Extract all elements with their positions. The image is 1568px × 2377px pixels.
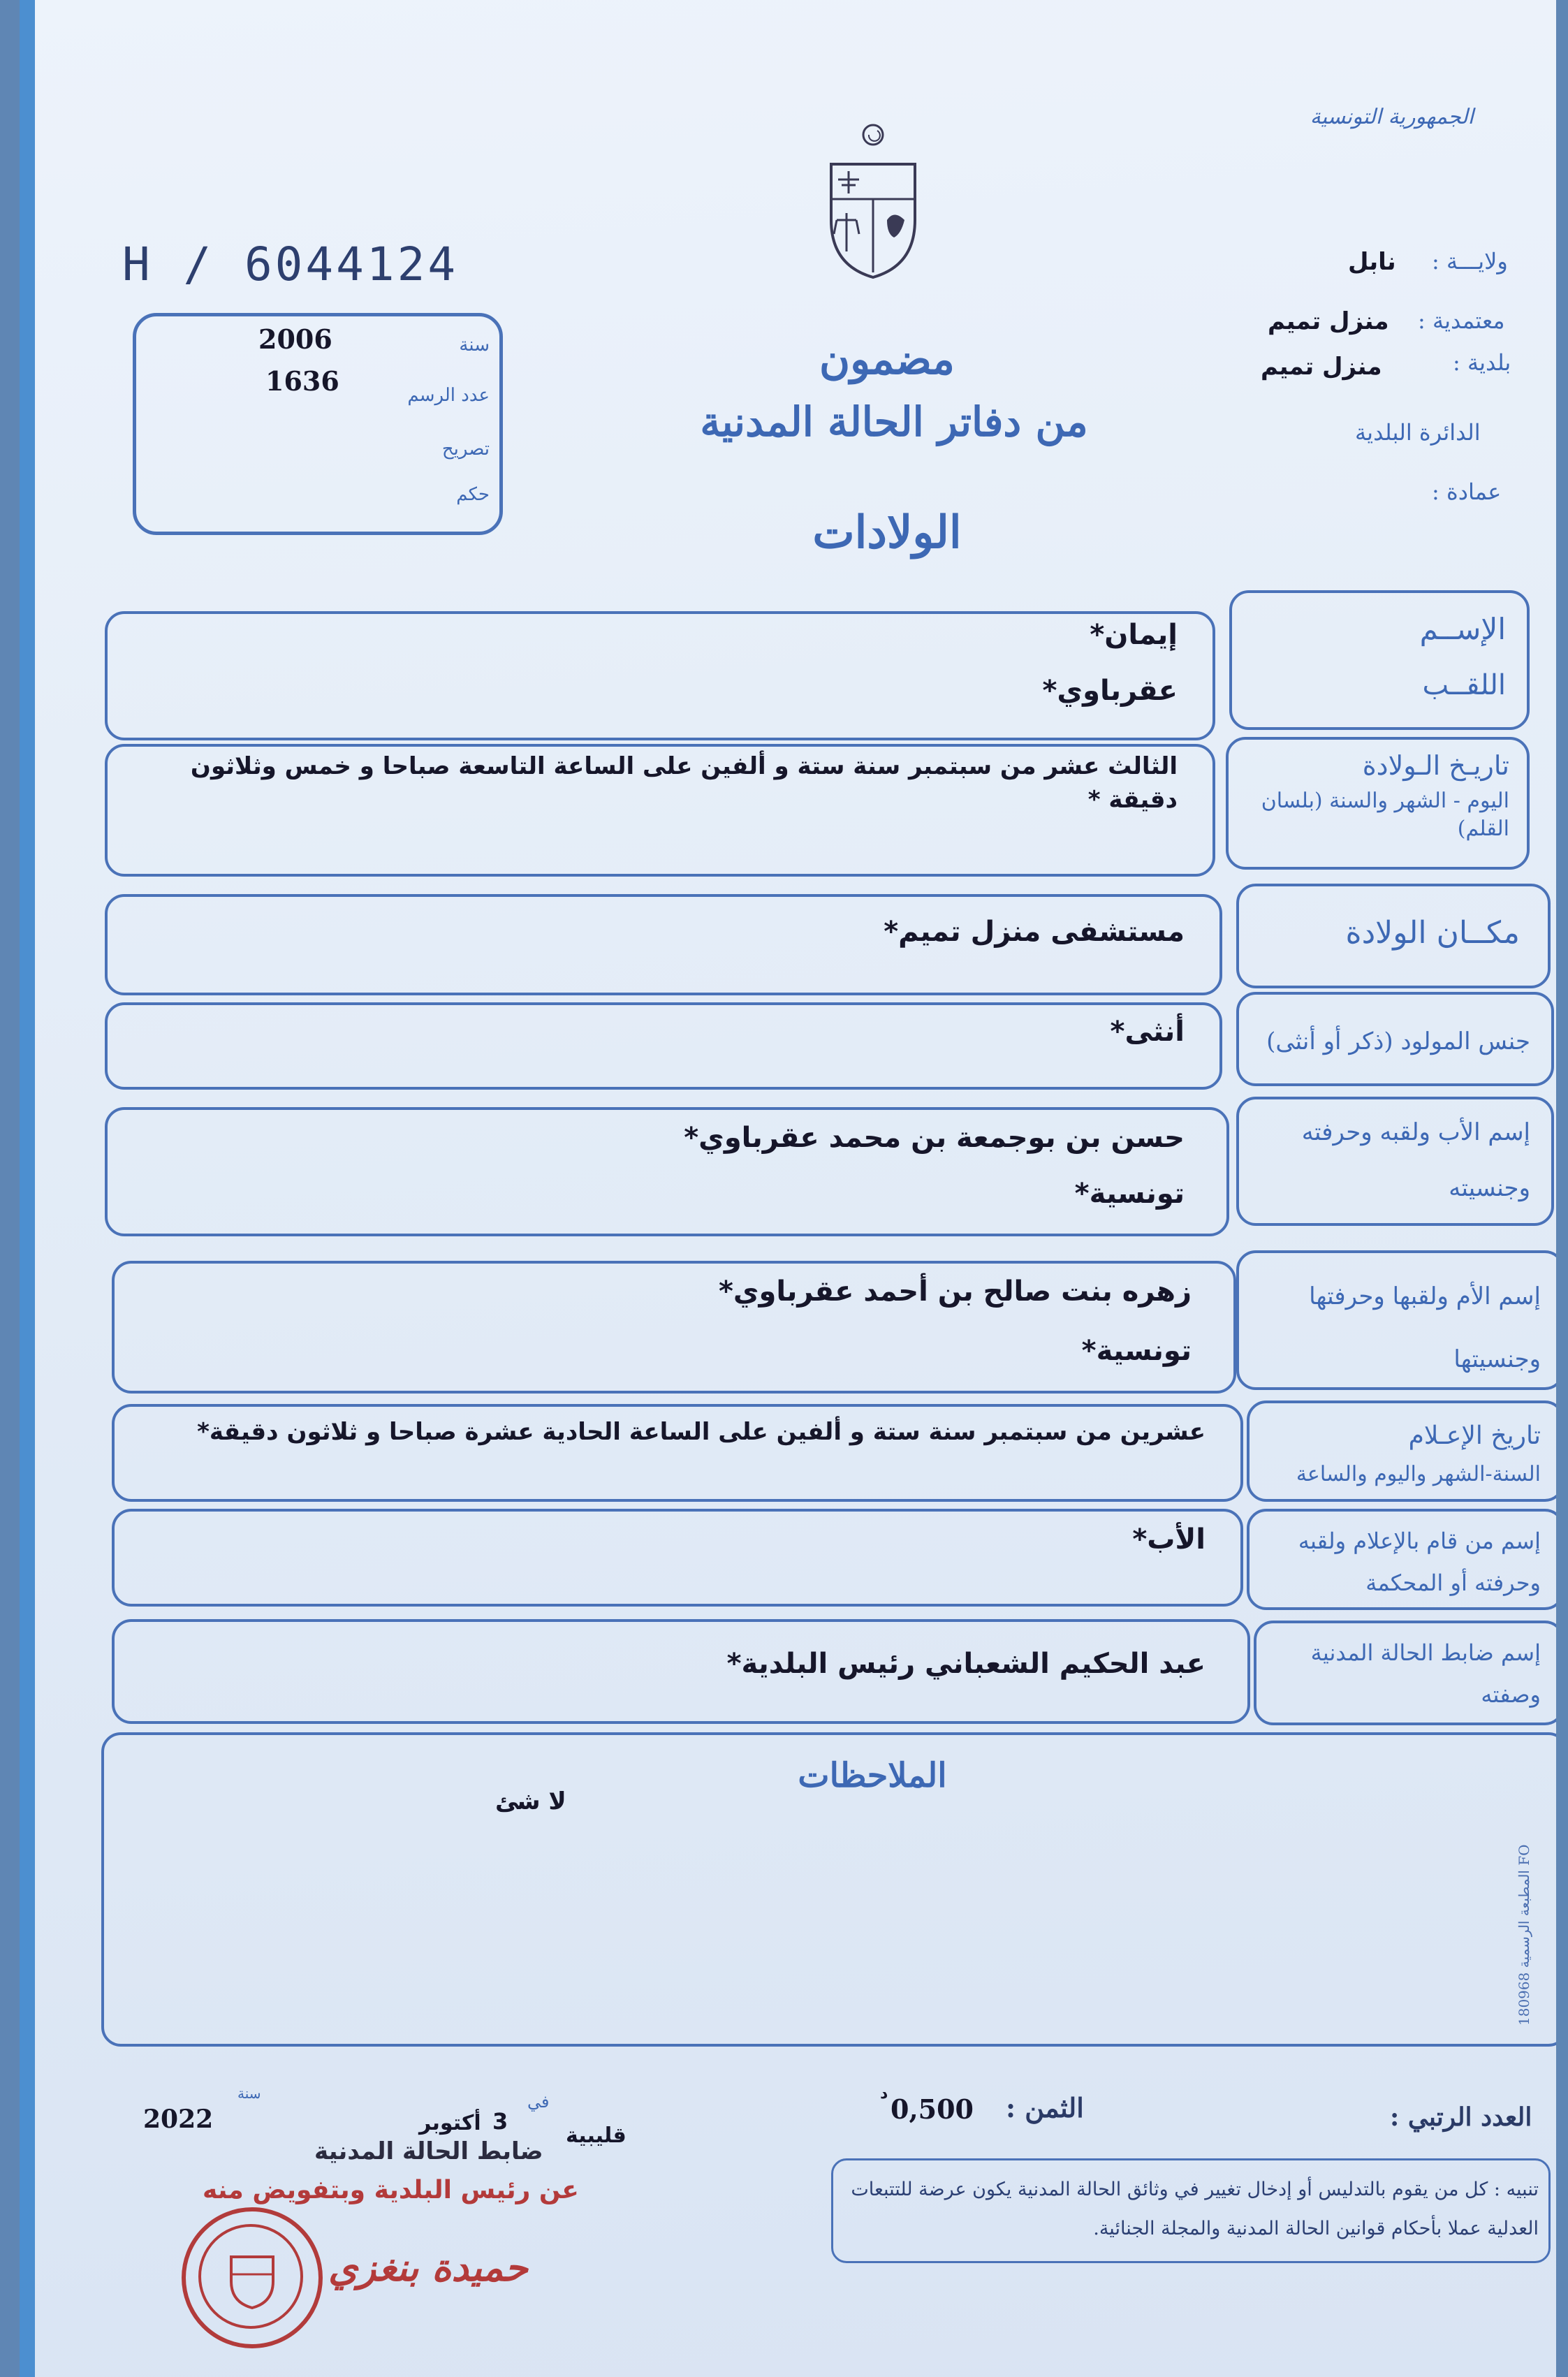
wilaya-value: نابل <box>1348 248 1396 276</box>
year-label: سنة <box>459 335 490 356</box>
row-declarant-value-box <box>112 1509 1243 1607</box>
remarks-title: الملاحظات <box>798 1756 947 1795</box>
price-value: 0,500 <box>891 2093 974 2125</box>
warning-text: تنبيه : كل من يقوم بالتدليس أو إدخال تغيير في وثائق الحالة المدنية يكون عرضة للتتبعات العدلية عملا بأحكام قوانين الحالة المدنية والمجلة الجنائية. <box>851 2179 1539 2239</box>
label-declarant: إسم من قام بالإعلام ولقبه <box>1298 1528 1541 1554</box>
year-value: 2006 <box>258 323 332 355</box>
value-father: حسن بن بوجمعة بن محمد عقرباوي* <box>684 1122 1185 1154</box>
value-name: إيمان* <box>1090 619 1178 651</box>
printer-mark: المطبعة الرسمية 180968 FO <box>1516 1844 1532 2026</box>
year-small-label: سنة <box>237 2085 261 2102</box>
row-mother-label-box <box>1236 1250 1556 1390</box>
label-mother: إسم الأم ولقبها وحرفتها <box>1309 1282 1541 1310</box>
imada-label: عمادة : <box>1432 478 1502 505</box>
republic-heading: الجمهورية التونسية <box>1310 105 1474 129</box>
ordinal-label: العدد الرتبي : <box>1390 2102 1532 2132</box>
row-sex-label-box <box>1236 992 1554 1086</box>
label-birth-place: مكــان الولادة <box>1345 915 1520 951</box>
label-surname: اللقــب <box>1422 669 1506 701</box>
row-name-value-box <box>105 611 1215 740</box>
row-officer-value-box <box>112 1619 1250 1724</box>
row-birthplace-value-box <box>105 894 1222 995</box>
remarks-box <box>101 1732 1556 2047</box>
value-declarant: الأب* <box>1132 1523 1206 1556</box>
row-birthplace-label-box <box>1236 884 1551 988</box>
mutamadiya-label: معتمدية : <box>1418 307 1505 334</box>
row-declaration-date-label-box <box>1247 1400 1556 1502</box>
value-surname: عقرباوي* <box>1042 675 1178 707</box>
registry-box <box>133 313 503 535</box>
document-title-bottom: من دفاتر الحالة المدنية <box>700 398 1088 446</box>
price-label: الثمن : <box>1006 2092 1084 2123</box>
row-birthdate-label-box <box>1226 737 1530 870</box>
record-number-label: عدد الرسم <box>407 385 490 406</box>
signature-name: حميدة بنغزي <box>328 2246 528 2290</box>
delegation-stamp: عن رئيس البلدية وبتفويض منه <box>203 2176 579 2204</box>
label-birth-date-detail: اليوم - الشهر والسنة (بلسان القلم) <box>1261 789 1509 841</box>
label-birth-date: تاريـخ الـولادة <box>1362 750 1509 781</box>
row-declaration-date-value-box <box>112 1404 1243 1502</box>
official-seal-icon <box>182 2207 323 2348</box>
row-sex-value-box <box>105 1002 1222 1090</box>
value-mother-nationality: تونسية* <box>1081 1335 1192 1367</box>
label-father-nationality: وجنسيته <box>1449 1174 1530 1202</box>
officer-title-stamp: ضابط الحالة المدنية <box>314 2137 543 2165</box>
price-unit: د <box>880 2085 888 2102</box>
label-declaration-date: تاريخ الإعـلام <box>1408 1421 1541 1450</box>
row-name-label-box <box>1229 590 1530 730</box>
declaration-label: تصريح <box>441 439 490 460</box>
label-mother-nationality: وجنسيتها <box>1453 1345 1541 1373</box>
serial-number: H / 6044124 <box>122 237 459 291</box>
mutamadiya-value: منزل تميم <box>1268 307 1389 335</box>
row-father-value-box <box>105 1107 1229 1236</box>
value-father-nationality: تونسية* <box>1074 1178 1185 1210</box>
issue-year: 2022 <box>143 2105 214 2134</box>
judgment-label: حكم <box>456 484 490 505</box>
issue-day: 3 <box>492 2108 508 2135</box>
label-name: الإســم <box>1419 612 1506 646</box>
record-number-value: 1636 <box>265 365 339 397</box>
label-declarant-detail: وحرفته أو المحكمة <box>1365 1570 1541 1596</box>
warning-box <box>831 2158 1551 2263</box>
daira-label: الدائرة البلدية <box>1355 419 1481 446</box>
row-officer-label-box <box>1254 1621 1556 1725</box>
label-officer: إسم ضابط الحالة المدنية <box>1310 1639 1541 1666</box>
value-birth-place: مستشفى منزل تميم* <box>884 916 1185 948</box>
baladiya-value: منزل تميم <box>1261 353 1382 381</box>
section-title-births: الولادات <box>812 506 962 559</box>
wilaya-label: ولايـــة : <box>1432 248 1508 275</box>
row-father-label-box <box>1236 1097 1554 1226</box>
tunisia-coat-of-arms-icon <box>817 115 929 283</box>
label-father: إسم الأب ولقبه وحرفته <box>1301 1118 1530 1146</box>
row-mother-value-box <box>112 1261 1236 1394</box>
row-birthdate-value-box <box>105 744 1215 877</box>
document-title-top: مضمون <box>819 335 955 384</box>
baladiya-label: بلدية : <box>1453 349 1511 376</box>
value-mother: زهره بنت صالح بن أحمد عقرباوي* <box>718 1275 1192 1308</box>
value-sex: أنثى* <box>1110 1016 1185 1048</box>
fi-label: في <box>527 2092 550 2112</box>
issue-place: قليبية <box>566 2123 627 2148</box>
value-birth-date: الثالث عشر من سبتمبر سنة ستة و ألفين على الساعة التاسعة صباحا و خمس وثلاثون دقيقة * <box>190 752 1178 814</box>
issue-month: أكتوبر <box>419 2111 481 2135</box>
remarks-value: لا شئ <box>495 1787 566 1815</box>
label-sex: جنس المولود (ذكر أو أنثى) <box>1266 1027 1530 1055</box>
value-declaration-date: عشرين من سبتمبر سنة ستة و ألفين على الساعة الحادية عشرة صباحا و ثلاثون دقيقة* <box>197 1418 1206 1446</box>
label-declaration-date-detail: السنة-الشهر واليوم والساعة <box>1296 1462 1541 1486</box>
value-officer: عبد الحكيم الشعباني رئيس البلدية* <box>726 1648 1206 1680</box>
birth-certificate-paper <box>20 0 1556 2377</box>
row-declarant-label-box <box>1247 1509 1556 1610</box>
label-officer-title: وصفته <box>1481 1681 1541 1708</box>
